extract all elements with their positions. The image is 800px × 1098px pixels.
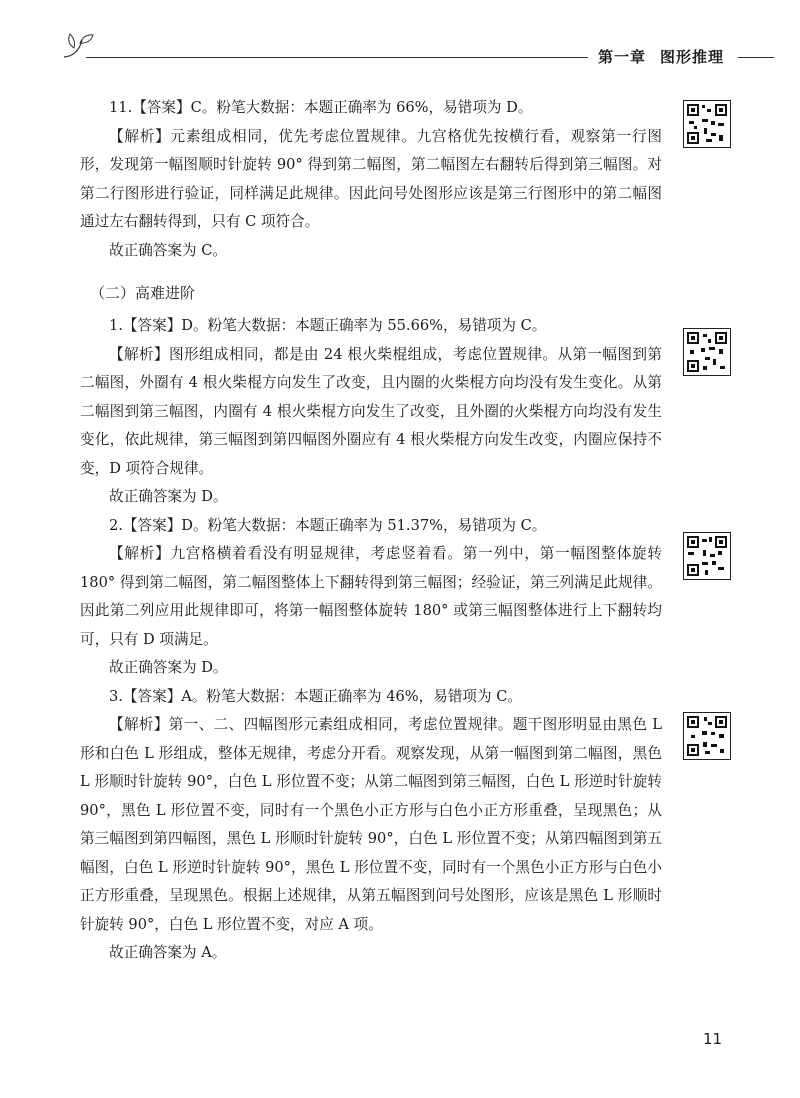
main-content <box>80 94 662 968</box>
chapter-label: 第一章 <box>598 48 647 66</box>
answer-line-2: 2.【答案】D。粉笔大数据：本题正确率为 51.37%，易错项为 C。 <box>109 516 547 534</box>
conclusion-1: 故正确答案为 D。 <box>109 488 228 505</box>
answer-line-1: 1.【答案】D。粉笔大数据：本题正确率为 55.66%，易错项为 C。 <box>109 317 547 334</box>
analysis-3: 【解析】第一、二、四幅图形元素组成相同，考虑位置规律。题干图形明显由黑色 L 形和白色 L 形组成，整体无规律，考虑分开看。观察发现，从第一幅图到第二幅图，黑色 L 形顺时针旋转 90°，白色 L 形位置不变；从第二幅图到第三幅图，白色 L 形逆时针旋转 90°，黑色 L 形位置不变，同时有一个黑色小正方形与白色小正方形重叠，呈现黑色；从第三幅图到第四幅图，黑色 L 形顺时针旋转 90°，白色 L 形位置不变；从第四幅图到第五幅图，白色 L 形逆时针旋转 90°，黑色 L 形位置不变，同时有一个黑色小正方形与白色小正方形重叠，呈现黑色。根据上述规律，从第五幅图到问号处图形，应该是黑色 L 形顺时针旋转 90°，白色 L 形位置不变，对应 A 项。 <box>80 716 662 933</box>
qr-code-icon <box>683 328 731 376</box>
conclusion-2: 故正确答案为 D。 <box>109 659 228 676</box>
qr-code-icon <box>683 712 731 760</box>
header-rule-left <box>86 57 588 58</box>
analysis-2: 【解析】九宫格横着看没有明显规律，考虑竖着看。第一列中，第一幅图整体旋转 180° 得到第二幅图，第二幅图整体上下翻转得到第三幅图；经验证，第三列满足此规律。因此第二列应用此规律即可，将第一幅图整体旋转 180° 或第三幅图整体进行上下翻转均可，只有 D 项满足。 <box>80 545 662 648</box>
chapter-title: 图形推理 <box>660 48 725 66</box>
header-rule-right <box>738 57 774 58</box>
conclusion-11: 故正确答案为 C。 <box>109 241 227 259</box>
chapter-header <box>598 46 738 67</box>
analysis-11: 【解析】元素组成相同，优先考虑位置规律。九宫格优先按横行看，观察第一行图形，发现第一幅图顺时针旋转 90° 得到第二幅图，第二幅图左右翻转后得到第三幅图。对第二行图形进行验证，同样满足此规律。因此问号处图形应该是第三行图形中的第二幅图通过左右翻转得到，只有 C 项符合。 <box>80 127 662 230</box>
section-title: （二）高难进阶 <box>90 284 196 302</box>
answer-line-3: 3.【答案】A。粉笔大数据：本题正确率为 46%，易错项为 C。 <box>109 687 523 705</box>
answer-line-11: 11.【答案】C。粉笔大数据：本题正确率为 66%，易错项为 D。 <box>109 99 533 116</box>
qr-code-icon <box>683 532 731 580</box>
qr-code-icon <box>683 100 731 148</box>
conclusion-3: 故正确答案为 A。 <box>109 944 227 961</box>
page-number: 11 <box>703 1030 723 1048</box>
leaf-logo-icon <box>62 30 96 60</box>
analysis-1: 【解析】图形组成相同，都是由 24 根火柴棍组成，考虑位置规律。从第一幅图到第二幅图，外圈有 4 根火柴棍方向发生了改变，且内圈的火柴棍方向均没有发生变化。从第二幅图到第三幅图，内圈有 4 根火柴棍方向发生了改变，且外圈的火柴棍方向均没有发生变化，依此规律，第三幅图到第四幅图外圈应有 4 根火柴棍方向发生改变，内圈应保持不变，D 项符合规律。 <box>80 345 662 477</box>
